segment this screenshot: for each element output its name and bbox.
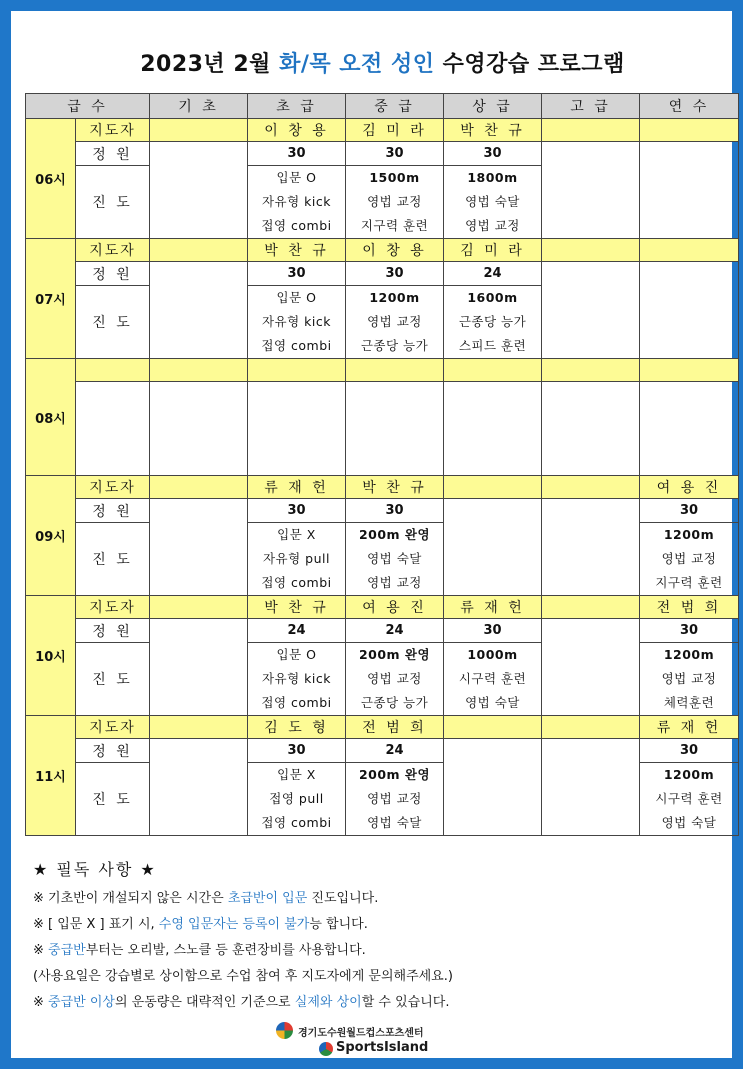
capacity-cell: 30 (444, 142, 542, 166)
instructor-cell: 이 창 용 (346, 239, 444, 262)
header-training: 연 수 (640, 94, 739, 119)
progress-cell (640, 643, 739, 716)
header-basic: 기 초 (150, 94, 248, 119)
instructor-cell (150, 239, 248, 262)
time-slot: 09시 (26, 476, 76, 596)
note-text: ※ (33, 943, 49, 958)
brand-s-icon (319, 1042, 333, 1056)
logo-brand-name: SportsIsland (336, 1040, 429, 1055)
capacity-cell: 30 (346, 142, 444, 166)
empty-cell (444, 739, 542, 836)
progress-line: 체력훈련 (663, 695, 715, 710)
title-highlight: 화/목 오전 성인 (279, 52, 435, 77)
progress-line: 영법 숙달 (465, 695, 520, 710)
instructor-cell: 류 재 헌 (444, 596, 542, 619)
instructor-row (26, 716, 739, 739)
capacity-cell: 30 (248, 262, 346, 286)
instructor-cell: 류 재 헌 (640, 716, 739, 739)
progress-line: 1600m (467, 290, 518, 305)
instructor-cell: 김 도 형 (248, 716, 346, 739)
progress-line: 스피드 훈련 (458, 338, 527, 353)
progress-label: 진 도 (76, 643, 150, 716)
capacity-row (26, 499, 739, 523)
instructor-cell (444, 359, 542, 382)
empty-cell (542, 382, 640, 476)
empty-cell (76, 382, 150, 476)
empty-cell (248, 382, 346, 476)
empty-cell (150, 499, 248, 596)
progress-cell (248, 286, 346, 359)
progress-line: 영법 숙달 (465, 194, 520, 209)
empty-cell (542, 619, 640, 716)
page-title (22, 47, 743, 78)
instructor-row (26, 119, 739, 142)
capacity-cell: 30 (640, 739, 739, 763)
note-highlight: 초급반이 입문 (227, 891, 308, 906)
note-line (33, 912, 733, 938)
progress-line: 지구력 훈련 (360, 218, 429, 233)
progress-line: 영법 교정 (367, 791, 422, 806)
empty-cell (542, 262, 640, 359)
instructor-cell: 박 찬 규 (248, 239, 346, 262)
note-line (33, 964, 733, 990)
progress-line: 접영 combi (261, 695, 332, 710)
empty-cell (150, 142, 248, 239)
capacity-cell: 24 (444, 262, 542, 286)
empty-cell (150, 739, 248, 836)
progress-line: 접영 pull (269, 791, 324, 806)
progress-line: 200m 완영 (358, 527, 431, 542)
progress-line: 영법 교정 (367, 575, 422, 590)
instructor-cell (150, 716, 248, 739)
progress-line: 근종당 능가 (360, 695, 429, 710)
capacity-label: 정 원 (76, 142, 150, 166)
progress-cell (444, 286, 542, 359)
instructor-cell: 전 범 희 (640, 596, 739, 619)
progress-line: 입문 O (276, 647, 317, 662)
instructor-row (26, 476, 739, 499)
capacity-cell: 30 (444, 619, 542, 643)
instructor-cell (346, 359, 444, 382)
progress-line: 1000m (467, 647, 518, 662)
instructor-label-empty (76, 359, 150, 382)
note-text: 능 합니다. (309, 917, 368, 932)
schedule-body (26, 119, 739, 836)
progress-line: 접영 combi (261, 338, 332, 353)
instructor-cell: 이 창 용 (248, 119, 346, 142)
time-slot: 11시 (26, 716, 76, 836)
note-highlight: 수영 입문자는 등록이 불가 (158, 917, 310, 932)
progress-cell (346, 166, 444, 239)
time-slot: 10시 (26, 596, 76, 716)
header-level: 급 수 (26, 94, 150, 119)
empty-cell (346, 382, 444, 476)
progress-line: 영법 교정 (661, 551, 717, 566)
progress-line: 자유형 kick (261, 314, 332, 329)
instructor-cell (542, 596, 640, 619)
progress-line: 영법 교정 (465, 218, 520, 233)
progress-line: 접영 combi (261, 815, 332, 830)
instructor-cell (150, 119, 248, 142)
progress-line: 1200m (369, 290, 420, 305)
sports-center-logo (276, 1021, 496, 1061)
instructor-cell (150, 476, 248, 499)
empty-cell (542, 142, 640, 239)
header-intermediate: 중 급 (346, 94, 444, 119)
progress-cell (640, 763, 739, 836)
progress-label: 진 도 (76, 286, 150, 359)
progress-line: 접영 combi (261, 218, 332, 233)
instructor-cell (150, 359, 248, 382)
note-text: ※ (33, 995, 49, 1010)
empty-cell (444, 382, 542, 476)
instructor-cell (640, 119, 739, 142)
notes-lines (33, 886, 733, 1016)
note-text: 할 수 있습니다. (361, 995, 450, 1010)
logo-org-name: 경기도수원월드컵스포츠센터 (298, 1028, 424, 1039)
progress-label: 진 도 (76, 166, 150, 239)
instructor-cell: 김 미 라 (346, 119, 444, 142)
progress-line: 근종당 능가 (458, 314, 527, 329)
progress-line: 입문 X (277, 767, 316, 782)
progress-line: 영법 숙달 (661, 815, 717, 830)
note-text: ※ 기초반이 개설되지 않은 시간은 (33, 891, 228, 906)
instructor-cell: 박 찬 규 (346, 476, 444, 499)
instructor-cell: 박 찬 규 (444, 119, 542, 142)
note-highlight: 중급반 이상 (48, 995, 115, 1010)
progress-line: 입문 X (277, 527, 316, 542)
capacity-label: 정 원 (76, 262, 150, 286)
progress-cell (346, 643, 444, 716)
instructor-label: 지도자 (76, 596, 150, 619)
instructor-row (26, 596, 739, 619)
instructor-cell: 여 용 진 (346, 596, 444, 619)
progress-cell (346, 523, 444, 596)
instructor-cell (542, 476, 640, 499)
time-slot: 08시 (26, 359, 76, 476)
time-slot: 07시 (26, 239, 76, 359)
instructor-cell (542, 359, 640, 382)
progress-line: 자유형 pull (262, 551, 330, 566)
empty-cell (444, 499, 542, 596)
progress-cell (248, 763, 346, 836)
progress-line: 1800m (467, 170, 518, 185)
note-highlight: 중급반 (48, 943, 86, 958)
schedule-table (25, 93, 739, 836)
instructor-cell (640, 359, 739, 382)
instructor-cell: 박 찬 규 (248, 596, 346, 619)
progress-line: 1200m (663, 647, 715, 662)
instructor-cell: 여 용 진 (640, 476, 739, 499)
instructor-label: 지도자 (76, 476, 150, 499)
instructor-cell (542, 716, 640, 739)
progress-line: 시구력 훈련 (655, 791, 723, 806)
instructor-cell: 전 범 희 (346, 716, 444, 739)
instructor-row (26, 239, 739, 262)
note-text: (사용요일은 강습별로 상이함으로 수업 참여 후 지도자에게 문의해주세요.) (33, 969, 453, 984)
progress-cell (640, 523, 739, 596)
progress-line: 영법 교정 (367, 194, 422, 209)
note-line (33, 938, 733, 964)
note-text: ※ [ 입문 X ] 표기 시, (33, 917, 159, 932)
note-text: 의 운동량은 대략적인 기준으로 (114, 995, 295, 1010)
progress-cell (346, 286, 444, 359)
instructor-cell (640, 239, 739, 262)
progress-line: 입문 O (276, 290, 317, 305)
empty-cell (640, 262, 739, 359)
progress-cell (248, 166, 346, 239)
capacity-cell: 30 (248, 142, 346, 166)
title-part1: 2023년 2월 (140, 52, 280, 77)
note-highlight: 실제와 상이 (294, 995, 362, 1010)
capacity-row (26, 619, 739, 643)
progress-line: 자유형 kick (261, 671, 332, 686)
empty-cell (640, 142, 739, 239)
progress-line: 영법 숙달 (367, 815, 422, 830)
instructor-cell (150, 596, 248, 619)
progress-line: 영법 숙달 (367, 551, 422, 566)
progress-line: 접영 combi (261, 575, 332, 590)
note-line (33, 886, 733, 912)
note-line (33, 990, 733, 1016)
notes-section (33, 857, 733, 1016)
instructor-cell: 김 미 라 (444, 239, 542, 262)
instructor-label: 지도자 (76, 119, 150, 142)
time-slot: 06시 (26, 119, 76, 239)
progress-line: 200m 완영 (358, 767, 431, 782)
empty-cell (542, 499, 640, 596)
progress-line: 근종당 능가 (360, 338, 429, 353)
capacity-cell: 30 (346, 262, 444, 286)
progress-line: 1200m (663, 767, 715, 782)
title-part2: 수영강습 프로그램 (434, 52, 625, 77)
capacity-cell: 24 (346, 739, 444, 763)
capacity-label: 정 원 (76, 739, 150, 763)
capacity-label: 정 원 (76, 499, 150, 523)
capacity-label: 정 원 (76, 619, 150, 643)
instructor-cell (542, 239, 640, 262)
empty-cell (150, 262, 248, 359)
note-text: 진도입니다. (307, 891, 379, 906)
progress-line: 영법 교정 (661, 671, 717, 686)
empty-cell (640, 382, 739, 476)
progress-line: 1500m (369, 170, 420, 185)
capacity-cell: 24 (248, 619, 346, 643)
capacity-cell: 30 (248, 739, 346, 763)
progress-cell (444, 643, 542, 716)
capacity-cell: 30 (346, 499, 444, 523)
instructor-label: 지도자 (76, 239, 150, 262)
header-beginner: 초 급 (248, 94, 346, 119)
progress-cell (248, 643, 346, 716)
instructor-cell (542, 119, 640, 142)
progress-line: 1200m (663, 527, 715, 542)
notes-heading: ★ 필독 사항 ★ (33, 860, 157, 879)
progress-line: 200m 완영 (358, 647, 431, 662)
note-text: 부터는 오리발, 스노클 등 훈련장비를 사용합니다. (85, 943, 366, 958)
header-row (26, 94, 739, 119)
empty-cell (150, 619, 248, 716)
progress-line: 영법 교정 (367, 671, 422, 686)
progress-line: 입문 O (276, 170, 317, 185)
progress-line: 자유형 kick (261, 194, 332, 209)
instructor-label: 지도자 (76, 716, 150, 739)
progress-cell (444, 166, 542, 239)
capacity-cell: 24 (346, 619, 444, 643)
instructor-row (26, 359, 739, 382)
instructor-cell (248, 359, 346, 382)
capacity-row (26, 142, 739, 166)
progress-label: 진 도 (76, 523, 150, 596)
header-upper: 상 급 (444, 94, 542, 119)
progress-line: 영법 교정 (367, 314, 422, 329)
instructor-cell (444, 716, 542, 739)
capacity-cell: 30 (248, 499, 346, 523)
capacity-cell: 30 (640, 499, 739, 523)
instructor-cell (444, 476, 542, 499)
progress-cell (346, 763, 444, 836)
header-advanced: 고 급 (542, 94, 640, 119)
progress-label: 진 도 (76, 763, 150, 836)
progress-line: 시구력 훈련 (458, 671, 527, 686)
capacity-row (26, 739, 739, 763)
capacity-row (26, 262, 739, 286)
empty-cell (542, 739, 640, 836)
capacity-cell: 30 (640, 619, 739, 643)
progress-line: 지구력 훈련 (655, 575, 723, 590)
instructor-cell: 류 재 헌 (248, 476, 346, 499)
logo-emblem-icon (276, 1022, 293, 1039)
progress-cell (248, 523, 346, 596)
empty-cell (150, 382, 248, 476)
